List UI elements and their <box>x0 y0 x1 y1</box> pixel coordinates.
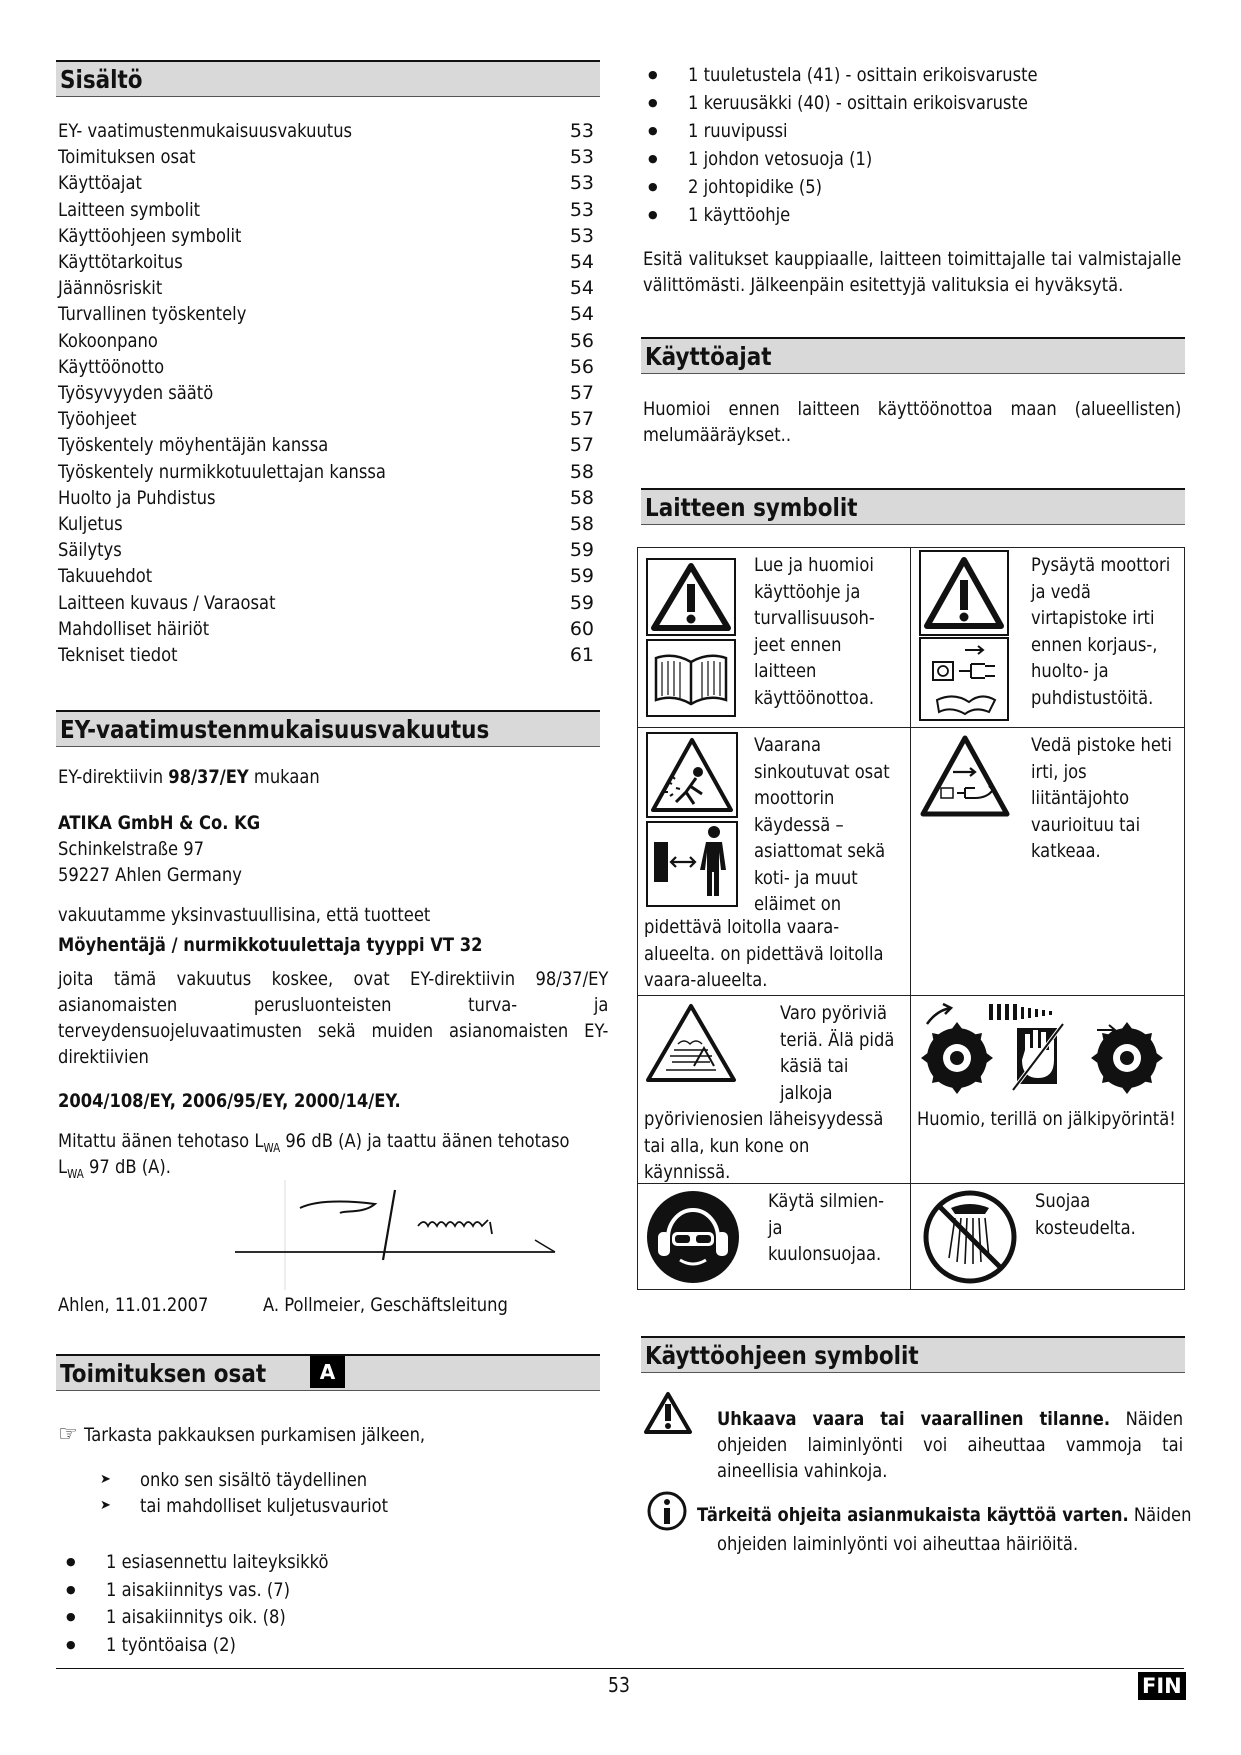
symbol-text-line: pyörivienosien läheisyydessä <box>644 1108 884 1130</box>
symbol-text <box>644 914 923 994</box>
bullet-icon: ● <box>648 208 658 221</box>
toc-entry-label: Käyttöajat <box>58 172 142 195</box>
symbol-text-line: kuulonsuojaa. <box>768 1243 882 1265</box>
toc-entry-label: Kokoonpano <box>58 329 158 352</box>
toc-entry-page: 58 <box>569 460 594 483</box>
symbol-cell-rotating-blades <box>638 996 911 1184</box>
toc-entry <box>58 197 594 223</box>
toc-entry-page: 54 <box>569 277 594 300</box>
toc-entry <box>58 406 594 432</box>
toc-entry-label: Takuuehdot <box>58 565 153 588</box>
toc-entry-label: Laitteen symbolit <box>58 198 201 221</box>
signature <box>225 1180 565 1290</box>
toc-entry <box>58 275 594 301</box>
usage-times-text: Huomioi ennen laitteen käyttöönottoa maan (alueellisten) melumääräykset.. <box>643 398 1182 446</box>
symbol-cell-protection-gear <box>638 1184 911 1290</box>
toc-entry-label: Mahdolliset häiriöt <box>58 617 210 640</box>
language-badge: FIN <box>1138 1672 1186 1700</box>
symbol-text-line: käynnissä. <box>644 1161 731 1183</box>
list-item-text: 1 johdon vetosuoja (1) <box>688 148 873 170</box>
symbol-text-line: laitteen <box>754 660 817 682</box>
symbol-text-line: Vedä pistoke heti <box>1031 734 1172 756</box>
company-city: 59227 Ahlen Germany <box>58 864 242 886</box>
list-item-text: 2 johtopidike (5) <box>688 176 822 198</box>
noise-line-2: $L_{WA}$ 97 dB (A). <box>58 1156 171 1181</box>
symbol-text-line: pidettävä loitolla vaara- <box>644 916 840 938</box>
symbol-cell-protect-moisture <box>911 1184 1185 1290</box>
toc-entry-page: 57 <box>569 382 594 404</box>
protect-moisture-icon <box>921 1188 1019 1286</box>
toc-entry-label: Työohjeet <box>58 408 137 431</box>
symbol-text-line: turvallisuusoh- <box>754 607 875 629</box>
toc-entry-label: Käyttöönotto <box>58 355 165 378</box>
toc-entry <box>58 642 594 668</box>
toc-entry-page: 58 <box>569 486 594 509</box>
toc-entry-page: 59 <box>569 591 594 614</box>
toc-entry-label: Tekniset tiedot <box>58 644 178 666</box>
toc-entry-page: 60 <box>569 617 594 640</box>
complaint-text: Esitä valitukset kauppiaalle, laitteen toimittajalle tai valmistajalle välittömästi. Jälkeenpäin esitettyjä valituksia ei hyväksytä. <box>643 248 1182 296</box>
symbol-text-line: huolto- ja <box>1031 660 1109 682</box>
declaration-body: joita tämä vakuutus koskee, ovat EY-direktiivin 98/37/EY asianomaisten perusluonteisten turva- ja terveydensuojeluvaatimusten sekä muiden asianomaisten EY-direktiivien <box>58 968 609 1068</box>
toc-entry <box>58 459 594 485</box>
list-item-text: 1 keruusäkki (40) - osittain erikoisvaruste <box>688 92 1028 114</box>
toc-entry <box>58 616 594 642</box>
toc-entry-page: 53 <box>569 224 594 247</box>
toc-entry <box>58 380 594 406</box>
arrow-bullet-icon: ➤ <box>100 1498 111 1513</box>
page-number: 53 <box>608 1673 630 1697</box>
toc-entry-page: 54 <box>569 303 594 326</box>
warning-triangle-icon <box>643 1390 693 1436</box>
declaration-heading: EY-vaatimustenmukaisuusvakuutus <box>56 710 600 747</box>
toc-entry-label: Käyttöohjeen symbolit <box>58 224 242 247</box>
symbol-text-line: ennen korjaus-, <box>1031 633 1158 656</box>
symbol-text-line: vaara-alueelta. <box>644 969 768 991</box>
toc-entry-page: 53 <box>569 198 594 221</box>
check-intro: ☞ Tarkasta pakkauksen purkamisen jälkeen, <box>58 1422 425 1447</box>
toc-entry-page: 56 <box>569 355 594 378</box>
symbol-text-line: kosteudelta. <box>1035 1216 1136 1239</box>
toc-entry-label: Huolto ja Puhdistus <box>58 486 216 509</box>
list-item-text: 1 käyttöohje <box>688 204 791 226</box>
symbol-cell-read-manual <box>638 548 911 728</box>
toc-entry-label: Säilytys <box>58 539 122 562</box>
symbol-text <box>917 1106 1218 1133</box>
footer-rule <box>56 1668 1184 1669</box>
symbol-text-line: Suojaa <box>1035 1190 1091 1212</box>
symbol-text-line: ja <box>768 1216 783 1239</box>
toc-entry <box>58 563 594 589</box>
pointing-hand-icon: ☞ <box>58 1422 78 1447</box>
signer-name: A. Pollmeier, Geschäftsleitung <box>263 1294 508 1316</box>
toc-heading: Sisältö <box>56 60 600 97</box>
toc-entry <box>58 118 594 144</box>
symbol-text-line: teriä. Älä pidä <box>780 1028 895 1051</box>
list-item-text: 1 työntöaisa (2) <box>106 1633 236 1656</box>
unplug-maintenance-icon <box>919 550 1009 722</box>
usage-times-heading: Käyttöajat <box>641 337 1185 374</box>
symbol-text-line: asiattomat sekä <box>754 840 886 862</box>
list-item-text: 1 esiasennettu laiteyksikkö <box>106 1551 329 1573</box>
toc-entry-label: Toimituksen osat <box>58 146 196 169</box>
symbol-text-line: jeet ennen <box>754 633 842 656</box>
toc-entry <box>58 144 594 170</box>
toc-entry-page: 53 <box>569 172 594 195</box>
damaged-cable-icon <box>917 732 1013 822</box>
symbol-text <box>1031 552 1193 711</box>
symbol-text-line: Vaarana <box>754 734 822 756</box>
symbol-text-line: katkeaa. <box>1031 840 1101 862</box>
symbol-text-line: puhdistustöitä. <box>1031 686 1154 709</box>
toc-entry <box>58 328 594 354</box>
symbol-text <box>754 732 912 918</box>
bullet-icon: ● <box>66 1610 76 1623</box>
blade-afterrun-icon <box>917 998 1179 1098</box>
symbol-text-line: moottorin <box>754 787 835 809</box>
info-note-line1: Tärkeitä ohjeita asianmukaista käyttöä varten. Näiden <box>697 1504 1192 1526</box>
list-item-text: 1 aisakiinnitys oik. (8) <box>106 1606 286 1628</box>
toc-entry-page: 57 <box>569 434 594 457</box>
toc-entry-label: Turvallinen työskentely <box>58 303 247 326</box>
symbol-text-line: Käytä silmien- <box>768 1190 885 1212</box>
toc-entry-page: 56 <box>569 329 594 352</box>
toc-entry-label: Kuljetus <box>58 513 123 535</box>
bullet-icon: ● <box>648 124 658 137</box>
symbol-cell-blade-afterrun <box>911 996 1185 1184</box>
bullet-icon: ● <box>648 152 658 165</box>
symbol-text-line: jalkoja <box>780 1081 833 1104</box>
flying-parts-icon <box>646 732 738 908</box>
symbol-text-line: sinkoutuvat osat <box>754 760 890 783</box>
toc-entry-label: Työskentely möyhentäjän kanssa <box>58 434 329 457</box>
symbol-text-line: käydessä – <box>754 813 844 836</box>
symbol-text-line: irti, jos <box>1031 760 1087 783</box>
place-date: Ahlen, 11.01.2007 <box>58 1294 209 1316</box>
symbol-text-line: tai alla, kun kone on <box>644 1134 810 1157</box>
toc-entry <box>58 485 594 511</box>
toc-entry <box>58 223 594 249</box>
symbol-text-line: Varo pyöriviä <box>780 1002 888 1024</box>
directive-line: EY-direktiivin 98/37/EY mukaan <box>58 766 320 788</box>
toc-entry <box>58 249 594 275</box>
info-icon <box>646 1490 688 1532</box>
toc-entry <box>58 537 594 563</box>
company-street: Schinkelstraße 97 <box>58 838 205 860</box>
symbol-text <box>1031 732 1195 865</box>
toc-entry-label: EY- vaatimustenmukaisuusvakuutus <box>58 120 353 142</box>
declaration-statement: vakuutamme yksinvastuullisina, että tuotteet <box>58 904 431 926</box>
toc-entry-label: Työsyvyyden säätö <box>58 382 214 404</box>
symbol-text-line: käyttöönottoa. <box>754 686 875 709</box>
manual-symbols-heading: Käyttöohjeen symbolit <box>641 1336 1185 1373</box>
toc-entry <box>58 170 594 196</box>
info-note-line2: ohjeiden laiminlyönti voi aiheuttaa häiriöitä. <box>717 1533 1079 1555</box>
symbol-cell-flying-parts <box>638 728 911 996</box>
symbol-text-line: liitäntäjohto <box>1031 787 1130 809</box>
list-item-text: 1 aisakiinnitys vas. (7) <box>106 1578 290 1601</box>
toc-entry-page: 59 <box>569 565 594 588</box>
toc-entry-label: Laitteen kuvaus / Varaosat <box>58 591 276 614</box>
symbol-text-line: Pysäytä moottori <box>1031 554 1171 576</box>
directive-list: 2004/108/EY, 2006/95/EY, 2000/14/EY. <box>58 1090 401 1112</box>
toc-entry <box>58 511 594 537</box>
toc-entry-label: Jäännösriskit <box>58 277 163 300</box>
symbol-text <box>768 1188 903 1268</box>
danger-note: Uhkaava vaara tai vaarallinen tilanne. Näiden ohjeiden laiminlyönti voi aiheuttaa vammoja tai aineellisia vahinkoja. <box>717 1408 1184 1482</box>
company-name: ATIKA GmbH & Co. KG <box>58 812 261 834</box>
symbol-text <box>644 1106 922 1186</box>
toc-entry-page: 61 <box>569 644 594 666</box>
bullet-icon: ● <box>648 180 658 193</box>
symbol-text <box>780 1000 913 1106</box>
symbol-text-line: käyttöohje ja <box>754 580 861 603</box>
bullet-icon: ● <box>648 68 658 81</box>
toc-entry-label: Työskentely nurmikkotuulettajan kanssa <box>58 460 386 483</box>
figure-badge: A <box>310 1356 345 1388</box>
toc-entry-page: 53 <box>569 146 594 169</box>
toc-entry-page: 53 <box>569 120 594 142</box>
toc-entry-label: Käyttötarkoitus <box>58 251 183 273</box>
list-item-text: 1 tuuletustela (41) - osittain erikoisvaruste <box>688 64 1038 86</box>
bullet-icon: ● <box>66 1555 76 1568</box>
symbol-text-line: eläimet on <box>754 893 842 915</box>
delivery-heading: Toimituksen osat A <box>56 1354 600 1391</box>
symbol-text-line: ja vedä <box>1031 580 1091 603</box>
toc-entry-page: 58 <box>569 513 594 535</box>
symbol-text-line: koti- ja muut <box>754 866 858 889</box>
product-name: Möyhentäjä / nurmikkotuulettaja tyyppi VT 32 <box>58 934 483 956</box>
bullet-icon: ● <box>66 1637 76 1651</box>
symbol-text-line: Huomio, terillä on jälkipyörintä! <box>917 1108 1176 1130</box>
toc-entry <box>58 354 594 380</box>
toc-entry <box>58 590 594 616</box>
read-manual-icon <box>646 558 736 718</box>
protection-gear-icon <box>644 1188 742 1286</box>
device-symbols-heading: Laitteen symbolit <box>641 488 1185 525</box>
symbol-text-line: alueelta. on pidettävä loitolla <box>644 942 884 965</box>
noise-line-1: Mitattu äänen tehotaso $L_{WA}$ 96 dB (A) ja taattu äänen tehotaso <box>58 1130 570 1155</box>
symbol-text <box>1035 1188 1152 1241</box>
arrow-bullet-icon: ➤ <box>100 1472 111 1487</box>
toc-entry-page: 54 <box>569 251 594 273</box>
toc-entry <box>58 301 594 327</box>
toc-entry-page: 59 <box>569 539 594 562</box>
symbol-cell-unplug-maintenance <box>911 548 1185 728</box>
bullet-icon: ● <box>66 1582 76 1596</box>
toc-entry-page: 57 <box>569 408 594 431</box>
symbol-text-line: vaurioituu tai <box>1031 813 1141 836</box>
symbol-cell-damaged-cable <box>911 728 1185 996</box>
list-item-text: 1 ruuvipussi <box>688 120 788 142</box>
symbol-text-line: virtapistoke irti <box>1031 607 1155 629</box>
device-symbols-table <box>637 547 1185 1290</box>
toc-entry <box>58 432 594 458</box>
symbol-text <box>754 552 894 711</box>
symbol-text-line: Lue ja huomioi <box>754 554 874 576</box>
rotating-blades-icon <box>642 1000 740 1086</box>
symbol-text-line: käsiä tai <box>780 1055 849 1077</box>
bullet-icon: ● <box>648 96 658 109</box>
